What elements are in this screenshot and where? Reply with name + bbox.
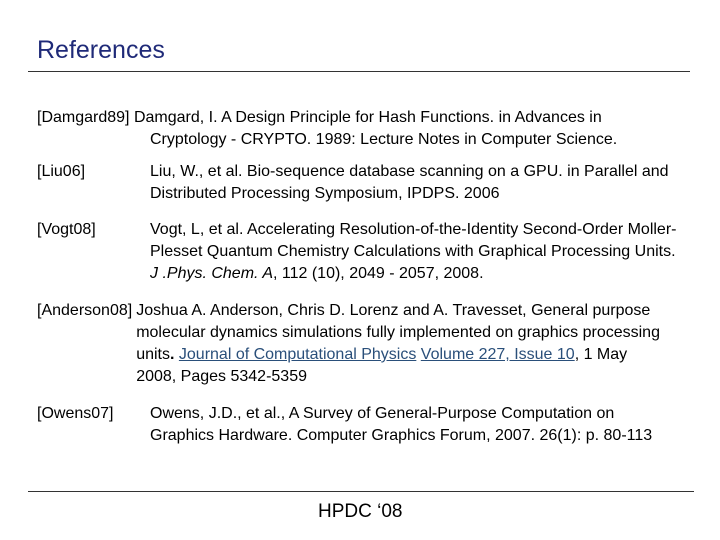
bottom-divider <box>28 491 694 492</box>
reference-owens07 <box>37 403 697 447</box>
reference-damgard89 <box>37 107 697 153</box>
reference-text: Owens, J.D., et al., A Survey of General-Purpose Computation on Graphics Hardware. Computer Graphics Forum, 2007. 26(1): p. 80-113 <box>150 405 653 444</box>
footer-label: HPDC ‘08 <box>318 501 403 522</box>
reference-key: [Damgard89] <box>37 109 130 126</box>
reference-text <box>150 219 678 285</box>
reference-list <box>37 107 697 447</box>
reference-text-tail: , 1 May 2008, Pages 5342-5359 <box>136 346 628 385</box>
reference-key: [Liu06] <box>37 163 86 180</box>
reference-text-main: Joshua A. Anderson, Chris D. Lorenz and A. Travesset, General purpose molecular dynamics simulations fully implemented on graphics processing units <box>136 302 660 363</box>
reference-text: Liu, W., et al. Bio-sequence database scanning on a GPU. in Parallel and Distributed Processing Symposium, IPDPS. 2006 <box>150 163 669 202</box>
reference-text-main: Vogt, L, et al. Accelerating Resolution-of-the-Identity Second-Order Moller-Plesset Quantum Chemistry Calculations with Graphical Processing Units. <box>150 221 677 260</box>
reference-text-tail: , 112 (10), 2049 - 2057, 2008. <box>273 265 484 282</box>
reference-vogt08 <box>37 219 697 285</box>
journal-name: J .Phys. Chem. A <box>150 265 273 282</box>
bold-period: . <box>169 346 175 363</box>
reference-key: [Vogt08] <box>37 221 96 238</box>
reference-liu06 <box>37 161 697 205</box>
journal-link[interactable]: Journal of Computational Physics <box>178 346 417 363</box>
reference-key: [Anderson08] <box>37 302 133 319</box>
reference-key: [Owens07] <box>37 405 114 422</box>
top-divider <box>28 71 690 72</box>
reference-anderson08 <box>37 300 697 388</box>
volume-link[interactable]: Volume 227, Issue 10 <box>420 346 575 363</box>
reference-text-continued: Cryptology - CRYPTO. 1989: Lecture Notes in Computer Science. <box>150 131 618 148</box>
slide-title: References <box>37 36 165 64</box>
reference-text: Damgard, I. A Design Principle for Hash Functions. in Advances in <box>133 109 602 126</box>
reference-text <box>136 300 664 388</box>
